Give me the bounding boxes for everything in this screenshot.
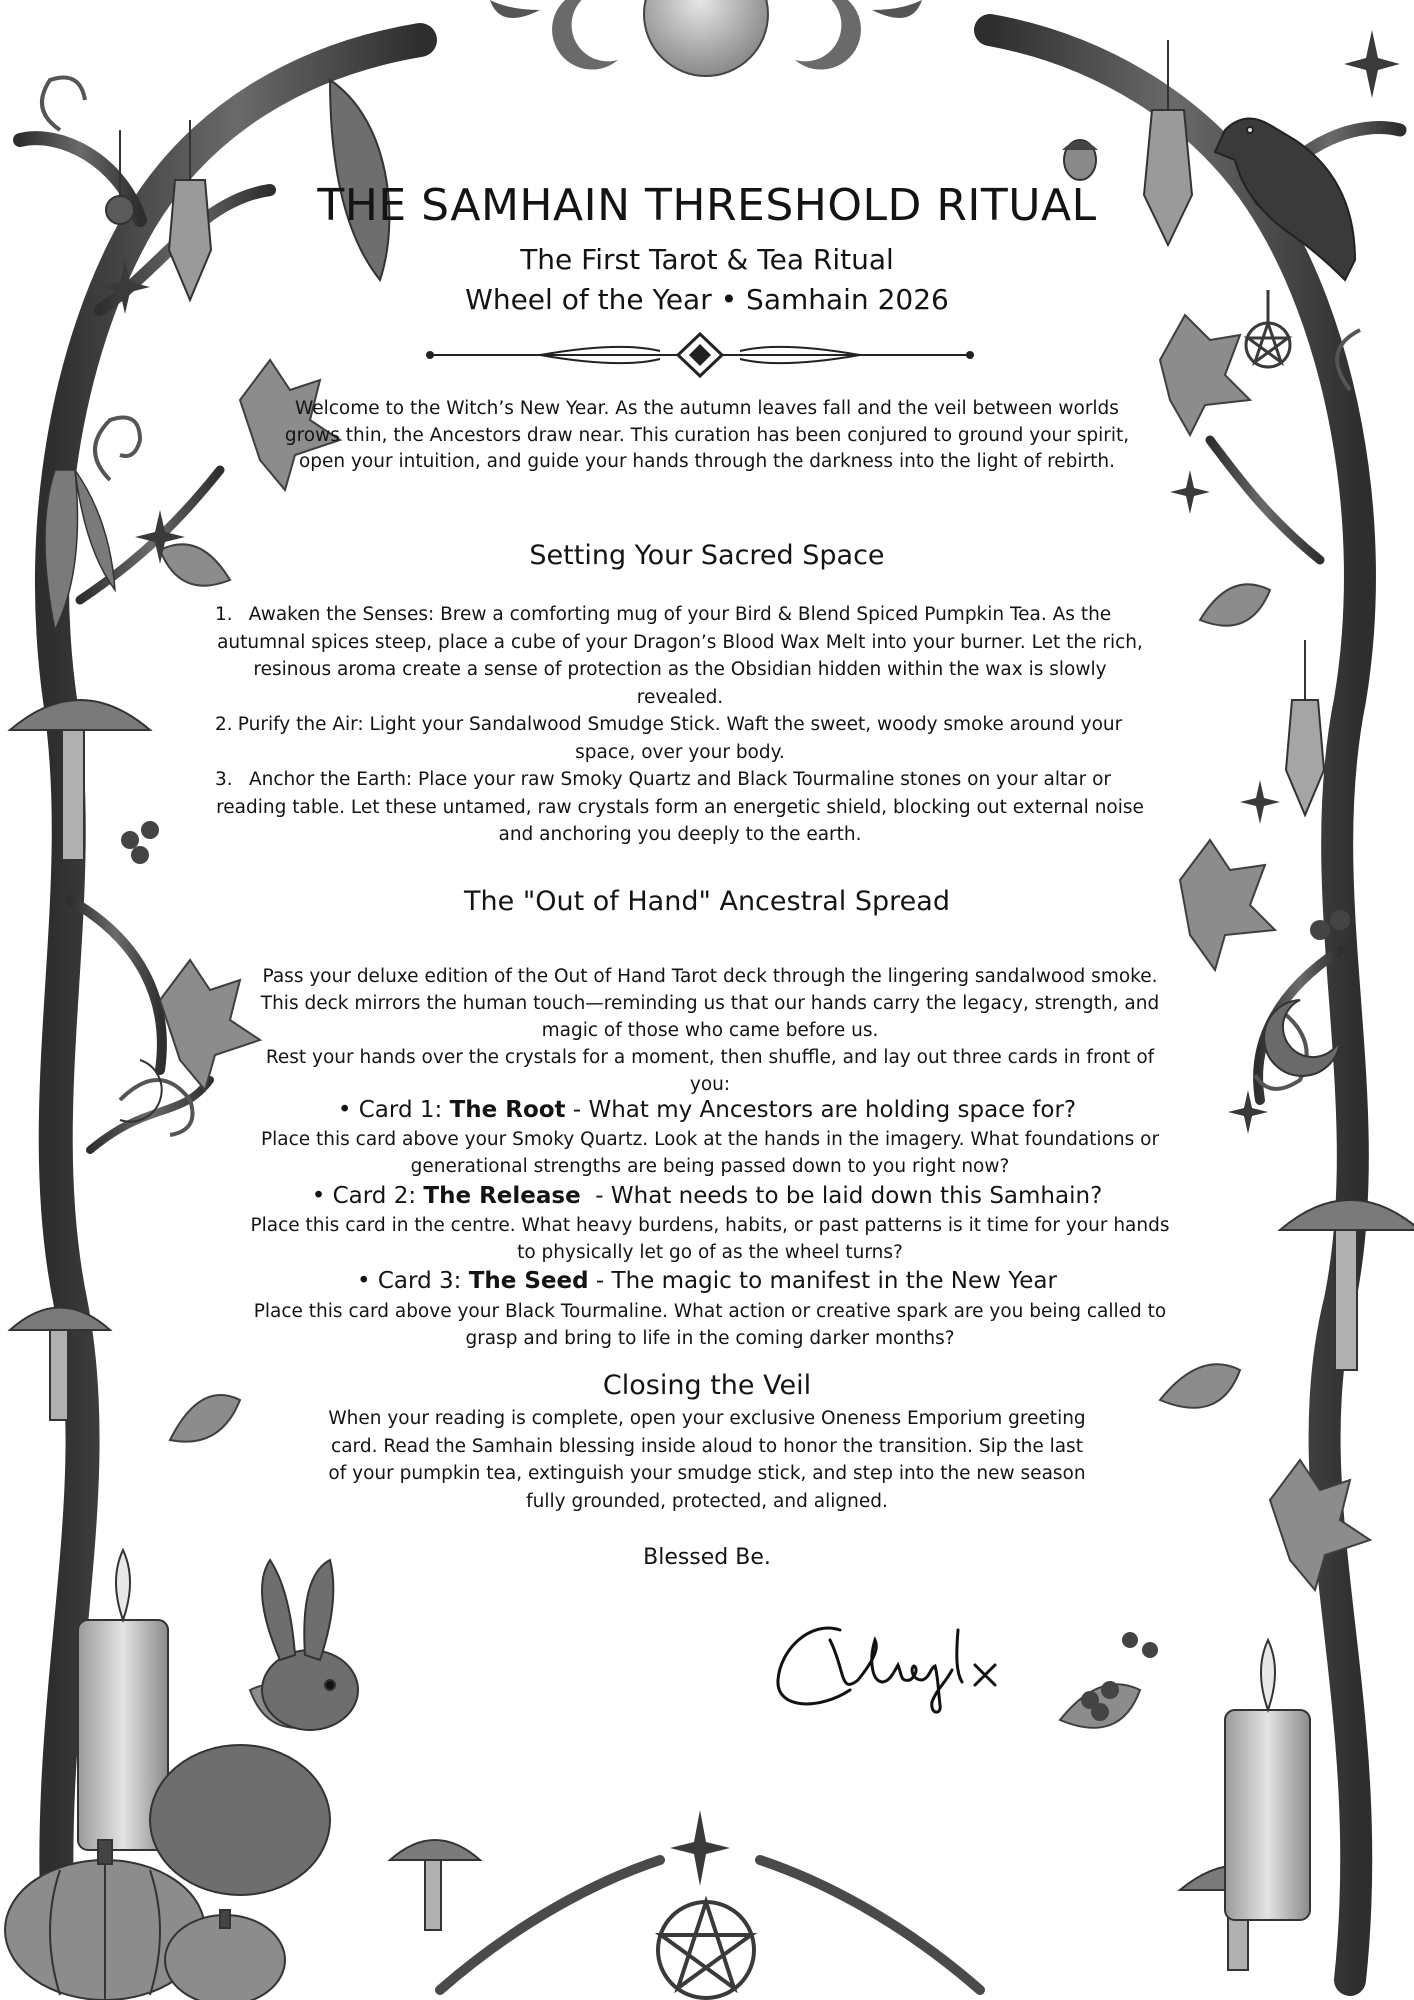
intro-paragraph: Welcome to the Witch’s New Year. As the autumn leaves fall and the veil between worlds grows thin, the Ancestors draw near. This curation has been conjured to ground your spirit, open your intuition, and guide your hands through the darkness into the light of rebirth.: [284, 398, 1130, 472]
list-item-number: 3.: [215, 769, 233, 790]
subtitle-line-2: Wheel of the Year • Samhain 2026: [465, 283, 949, 316]
spread-intro-paragraph: Pass your deluxe edition of the Out of Hand Tarot deck through the lingering sandalwood smoke. This deck mirrors the human touch—reminding us that our hands carry the legacy, strength, and magic of those who came before us.: [260, 966, 1160, 1041]
page-title: THE SAMHAIN THRESHOLD RITUAL: [317, 180, 1097, 231]
card-3-description: Place this card above your Black Tourmaline. What action or creative spark are you being called to grasp and bring to life in the coming darker months?: [253, 1301, 1167, 1349]
card-prefix: • Card 2:: [311, 1183, 424, 1209]
list-item: [215, 766, 1145, 849]
card-question: - What needs to be laid down this Samhain?: [580, 1183, 1103, 1209]
card-prefix: • Card 1:: [337, 1097, 450, 1123]
handwritten-signature: [770, 1610, 1010, 1720]
pentacle-icon: [658, 1902, 754, 1998]
ornamental-divider-icon: [420, 330, 980, 380]
list-item-text: Purify the Air: Light your Sandalwood Smudge Stick. Waft the sweet, woody smoke around your space, over your body.: [237, 714, 1123, 763]
closing-paragraph: When your reading is complete, open your exclusive Oneness Emporium greeting card. Read the Samhain blessing inside aloud to honor the transition. Sip the last of your pumpkin tea, extinguish your smudge stick, and step into the new season fully grounded, protected, and aligned.: [328, 1408, 1086, 1512]
card-3-title: [200, 1265, 1214, 1297]
hare-icon: [150, 1560, 358, 1895]
acorn-icon: [1062, 140, 1098, 180]
card-2-title: [200, 1180, 1214, 1212]
list-item-text: Anchor the Earth: Place your raw Smoky Quartz and Black Tourmaline stones on your altar or reading table. Let these untamed, raw crystals form an energetic shield, blocking out external noise and anchoring you deeply to the earth.: [216, 769, 1144, 845]
list-item: [215, 711, 1145, 766]
pentacle-icon: [1246, 290, 1290, 367]
section-heading-sacred-space: Setting Your Sacred Space: [529, 540, 885, 571]
sacred-space-steps: [215, 601, 1145, 849]
list-item-number: 1.: [215, 604, 233, 625]
subtitle: [200, 240, 1214, 320]
spread-instructions-paragraph: Rest your hands over the crystals for a moment, then shuffle, and lay out three cards in front of you:: [265, 1047, 1155, 1095]
card-name: The Root: [449, 1097, 566, 1123]
blessing-text: Blessed Be.: [643, 1545, 771, 1570]
wheat-bundle-icon: [45, 470, 115, 630]
card-2-description: Place this card in the centre. What heavy burdens, habits, or past patterns is it time for your hands to physically let go of as the wheel turns?: [250, 1215, 1170, 1263]
list-item: [215, 601, 1145, 711]
moon-phases-icon: [490, 0, 922, 76]
card-question: - The magic to manifest in the New Year: [588, 1268, 1057, 1294]
mushroom-icon: [10, 700, 150, 1420]
section-heading-spread: The "Out of Hand" Ancestral Spread: [464, 886, 950, 917]
list-item-number: 2.: [215, 714, 233, 735]
list-item-text: Awaken the Senses: Brew a comforting mug of your Bird & Blend Spiced Pumpkin Tea. As the autumnal spices steep, place a cube of your Dragon’s Blood Wax Melt into your burner. Let the rich, resinous aroma create a sense of protection as the Obsidian hidden within the wax is slowly revealed.: [217, 604, 1143, 708]
card-1-title: [200, 1094, 1214, 1126]
card-question: - What my Ancestors are holding space for?: [565, 1097, 1077, 1123]
card-name: The Seed: [468, 1268, 589, 1294]
card-1-description: Place this card above your Smoky Quartz. Look at the hands in the imagery. What foundations or generational strengths are being passed down to you right now?: [260, 1129, 1160, 1177]
card-prefix: • Card 3:: [357, 1268, 469, 1294]
card-name: The Release: [423, 1183, 581, 1209]
subtitle-line-1: The First Tarot & Tea Ritual: [520, 243, 894, 276]
section-heading-closing: Closing the Veil: [602, 1370, 812, 1401]
